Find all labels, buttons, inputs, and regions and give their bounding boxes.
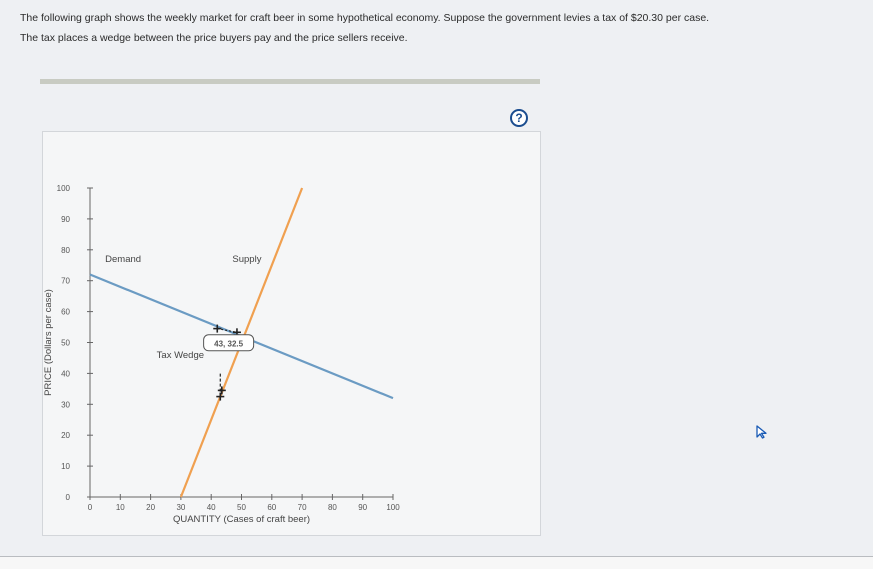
bottom-bar bbox=[0, 557, 873, 569]
supply-label: Supply bbox=[232, 254, 262, 266]
x-tick-label: 100 bbox=[386, 503, 400, 512]
tax-wedge-lower-point bbox=[216, 393, 224, 401]
y-tick-label: 90 bbox=[61, 214, 70, 224]
demand-label: Demand bbox=[105, 254, 142, 266]
graph-panel[interactable] bbox=[42, 131, 541, 536]
y-tick-label: 60 bbox=[61, 307, 70, 317]
y-tick-label: 20 bbox=[61, 431, 70, 441]
point-tooltip-text: 43, 32.5 bbox=[214, 339, 244, 349]
x-tick-label: 70 bbox=[297, 503, 307, 512]
y-tick-label: 70 bbox=[61, 276, 70, 286]
help-icon: ? bbox=[515, 111, 523, 125]
x-tick-label: 40 bbox=[206, 503, 216, 512]
y-tick-label: 80 bbox=[61, 245, 70, 255]
x-axis-title: QUANTITY (Cases of craft beer) bbox=[172, 514, 311, 525]
x-tick-label: 0 bbox=[87, 503, 93, 512]
help-button[interactable] bbox=[510, 109, 528, 127]
y-tick-label: 50 bbox=[61, 338, 70, 348]
y-axis-title: PRICE (Dollars per case) bbox=[43, 289, 54, 396]
tax-wedge-label: Tax Wedge bbox=[156, 349, 205, 361]
y-tick-label: 10 bbox=[61, 462, 70, 472]
labels bbox=[43, 254, 310, 525]
y-tick-label: 0 bbox=[65, 493, 70, 502]
x-tick-label: 80 bbox=[327, 503, 337, 512]
x-tick-label: 90 bbox=[358, 503, 368, 512]
question-text bbox=[20, 8, 850, 48]
y-tick-label: 100 bbox=[56, 184, 70, 193]
question-line-2: The tax places a wedge between the price buyers pay and the price sellers receive. bbox=[20, 32, 408, 44]
x-tick-label: 10 bbox=[115, 503, 125, 512]
question-line-1: The following graph shows the weekly market for craft beer in some hypothetical economy. Suppose the government levies a tax of $20.30 per case. bbox=[20, 12, 710, 24]
y-tick-label: 40 bbox=[61, 369, 70, 379]
section-divider bbox=[40, 79, 540, 84]
x-tick-label: 60 bbox=[267, 503, 277, 512]
mouse-pointer-icon bbox=[756, 425, 768, 439]
x-tick-label: 20 bbox=[146, 503, 156, 512]
market-graph[interactable] bbox=[43, 132, 542, 537]
y-tick-label: 30 bbox=[61, 400, 70, 410]
x-tick-label: 30 bbox=[176, 503, 186, 512]
x-tick-label: 50 bbox=[237, 503, 246, 512]
